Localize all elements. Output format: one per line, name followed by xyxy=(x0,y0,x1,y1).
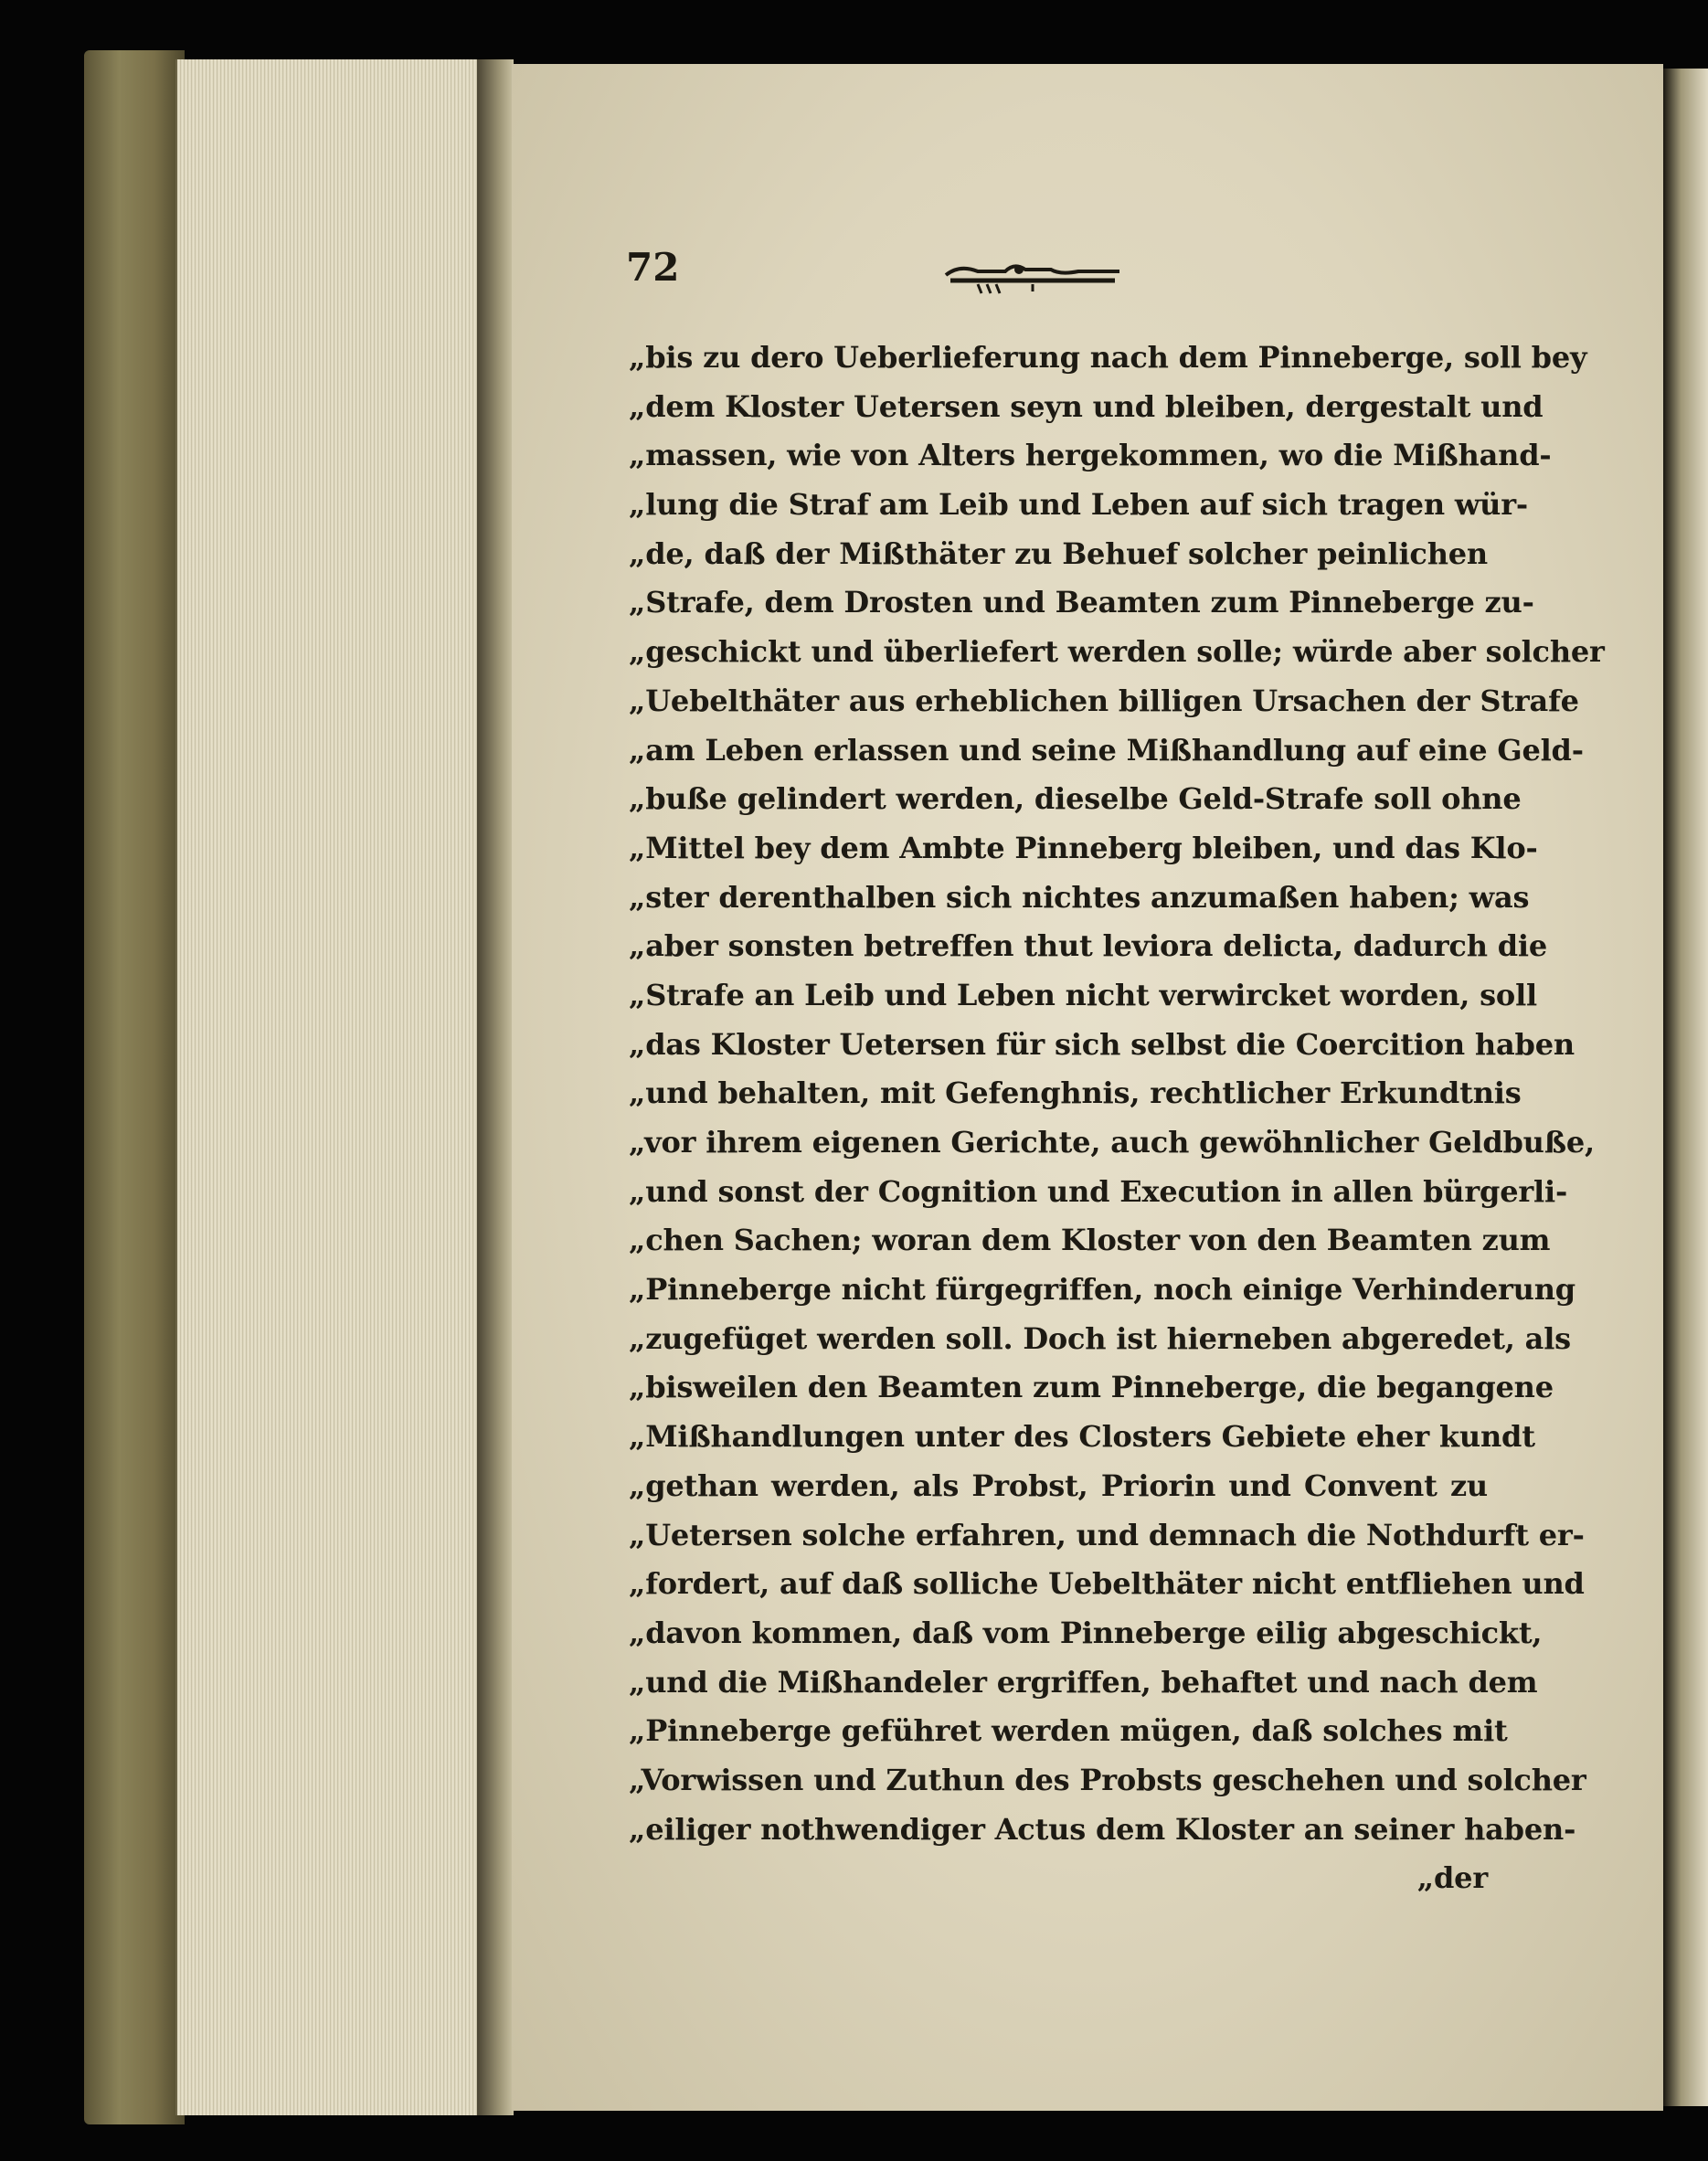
text-line: „bis zu dero Ueberlieferung nach dem Pinneberge, soll bey xyxy=(629,340,1587,375)
text-line: „chen Sachen; woran dem Kloster von den Beamten zum xyxy=(629,1223,1551,1258)
text-line: „bisweilen den Beamten zum Pinneberge, die begangene xyxy=(629,1370,1554,1405)
text-line: „Vorwissen und Zuthun des Probsts geschehen und solcher xyxy=(629,1762,1586,1797)
page-number: 72 xyxy=(626,245,680,290)
text-line: „Strafe, dem Drosten und Beamten zum Pinneberge zu- xyxy=(629,585,1534,620)
text-line: „Mißhandlungen unter des Closters Gebiete eher kundt xyxy=(629,1419,1535,1455)
body-text xyxy=(629,334,1605,1903)
text-line: „Mittel bey dem Ambte Pinneberg bleiben, und das Klo- xyxy=(629,830,1538,865)
text-line: „das Kloster Uetersen für sich selbst die Coercition haben xyxy=(629,1026,1575,1062)
text-line: „buße gelindert werden, dieselbe Geld-Strafe soll ohne xyxy=(629,781,1522,817)
page-edges xyxy=(175,59,488,2115)
text-line: „lung die Straf am Leib und Leben auf sich tragen wür- xyxy=(629,487,1528,523)
text-line: „der xyxy=(1416,1860,1488,1896)
text-line: „fordert, auf daß solliche Uebelthäter nicht entfliehen und xyxy=(629,1566,1585,1602)
text-line: „davon kommen, daß vom Pinneberge eilig abgeschickt, xyxy=(629,1615,1543,1650)
text-line: „de, daß der Mißthäter zu Behuef solcher peinlichen xyxy=(629,535,1488,571)
text-line: „dem Kloster Uetersen seyn und bleiben, dergestalt und xyxy=(629,388,1544,424)
book-spine xyxy=(84,50,185,2124)
text-line: „Pinneberge geführet werden mügen, daß solches mit xyxy=(629,1713,1508,1749)
text-line: „am Leben erlassen und seine Mißhandlung auf eine Geld- xyxy=(629,732,1584,768)
text-line: „massen, wie von Alters hergekommen, wo die Mißhand- xyxy=(629,438,1552,473)
text-line: „und behalten, mit Gefenghnis, rechtlicher Erkundtnis xyxy=(629,1075,1522,1111)
text-line: „eiliger nothwendiger Actus dem Kloster an seiner haben- xyxy=(629,1811,1576,1847)
text-line: „aber sonsten betreffen thut leviora delicta, dadurch die xyxy=(629,928,1547,964)
text-line: „Strafe an Leib und Leben nicht verwircket worden, soll xyxy=(629,977,1537,1012)
text-line: „Pinneberge nicht fürgegriffen, noch einige Verhinderung xyxy=(629,1272,1575,1308)
text-line: „und sonst der Cognition und Execution in allen bürgerli- xyxy=(629,1173,1568,1209)
text-line: „ster derenthalben sich nichtes anzumaßen haben; was xyxy=(629,879,1530,915)
text-line: „zugefüget werden soll. Doch ist hierneben abgeredet, als xyxy=(629,1320,1571,1356)
page-header xyxy=(626,245,1476,309)
text-line: „geschickt und überliefert werden solle; würde aber solcher xyxy=(629,634,1605,670)
text-line: „und die Mißhandeler ergriffen, behaftet und nach dem xyxy=(629,1664,1538,1700)
text-line: „Uebelthäter aus erheblichen billigen Ursachen der Strafe xyxy=(629,683,1579,718)
text-line: „Uetersen solche erfahren, und demnach die Nothdurft er- xyxy=(629,1517,1585,1552)
text-line: „gethan werden, als Probst, Priorin und Convent zu xyxy=(629,1467,1488,1503)
book-gutter xyxy=(477,59,514,2115)
facing-page-edge xyxy=(1663,69,1708,2106)
ornament-rule-icon xyxy=(941,259,1124,295)
text-line: „vor ihrem eigenen Gerichte, auch gewöhnlicher Geldbuße, xyxy=(629,1125,1595,1160)
